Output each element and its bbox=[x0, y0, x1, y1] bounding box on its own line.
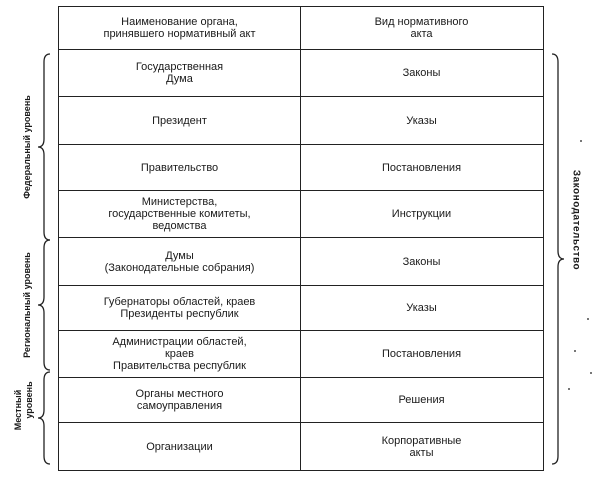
act-type-cell: Постановления bbox=[381, 161, 462, 174]
scan-speckle bbox=[568, 388, 570, 390]
regional-level-label: Региональный уровень bbox=[22, 252, 32, 358]
body-name-cell: Губернаторы областей, краев Президенты республик bbox=[59, 286, 301, 330]
scan-speckle bbox=[574, 350, 576, 352]
scan-speckle bbox=[580, 140, 582, 142]
table-header-row bbox=[59, 7, 543, 50]
table-row bbox=[59, 238, 543, 286]
local-level-label-line2: уровень bbox=[24, 381, 34, 419]
act-type-cell: Законы bbox=[402, 255, 441, 268]
federal-level-brace bbox=[38, 54, 52, 240]
act-type-cell: Корпоративные акты bbox=[381, 434, 462, 459]
body-name-cell: Президент bbox=[59, 97, 301, 144]
local-level-label-line1: Местный bbox=[13, 389, 23, 431]
table-row bbox=[59, 286, 543, 331]
table-row bbox=[59, 423, 543, 470]
legislation-label: Законодательство bbox=[570, 169, 582, 271]
header-body-name: Наименование органа, принявшего нормативный акт bbox=[59, 7, 301, 49]
scan-speckle bbox=[590, 372, 592, 374]
federal-level-label: Федеральный уровень bbox=[22, 95, 32, 199]
act-type-cell: Указы bbox=[406, 302, 437, 314]
scan-speckle bbox=[587, 318, 589, 320]
legislation-brace bbox=[550, 54, 564, 464]
regional-level-brace bbox=[38, 240, 52, 370]
header-act-type: Вид нормативного акта bbox=[374, 16, 469, 40]
body-name-cell: Администрации областей, краев Правительства республик bbox=[59, 331, 301, 377]
table-row bbox=[59, 378, 543, 423]
body-name-cell: Органы местного самоуправления bbox=[59, 378, 301, 422]
table-row bbox=[59, 145, 543, 191]
body-name-cell: Правительство bbox=[59, 145, 301, 190]
body-name-cell: Думы (Законодательные собрания) bbox=[59, 238, 301, 285]
normative-acts-table bbox=[58, 6, 544, 471]
act-type-cell: Решения bbox=[398, 394, 445, 406]
body-name-cell: Организации bbox=[59, 423, 301, 470]
body-name-cell: Министерства, государственные комитеты, ведомства bbox=[59, 191, 301, 237]
table-row bbox=[59, 97, 543, 145]
act-type-cell: Постановления bbox=[381, 348, 462, 360]
act-type-cell: Законы bbox=[402, 67, 441, 79]
act-type-cell: Указы bbox=[406, 114, 437, 127]
table-row bbox=[59, 50, 543, 97]
act-type-cell: Инструкции bbox=[391, 208, 452, 220]
table-row bbox=[59, 331, 543, 378]
body-name-cell: Государственная Дума bbox=[59, 50, 301, 96]
table-row bbox=[59, 191, 543, 238]
local-level-brace bbox=[38, 372, 52, 464]
